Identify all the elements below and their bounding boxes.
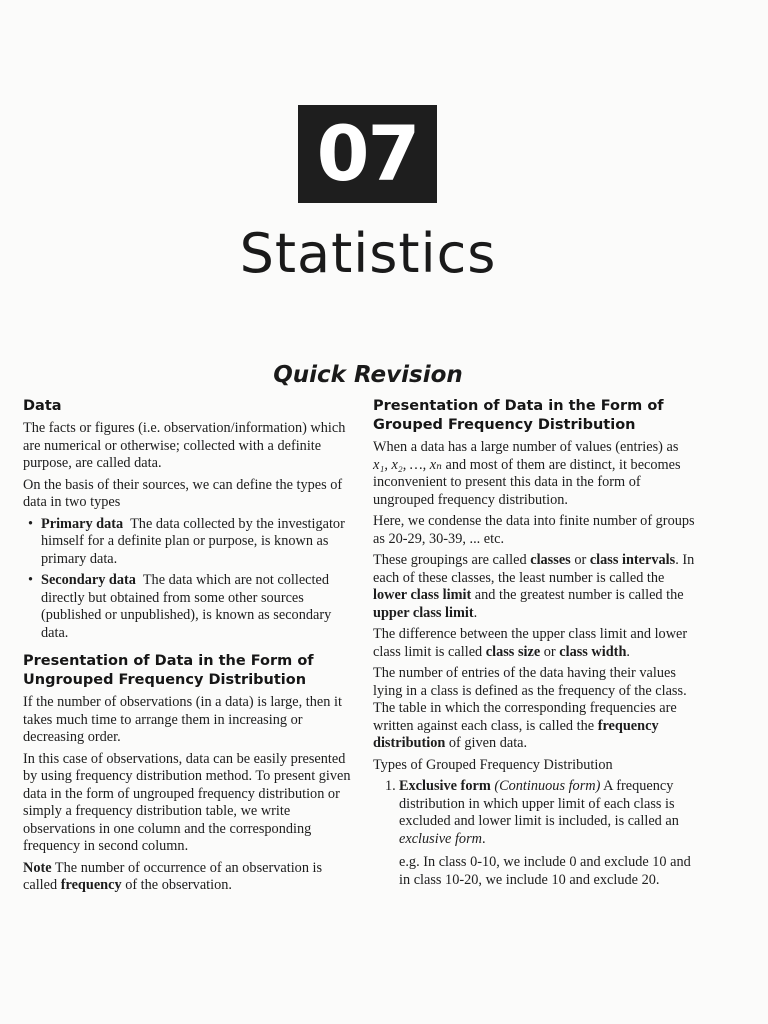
secondary-data-text: The data which are not collected directly but obtained from some other sources (published or unpublished), is known as secondary data. [41, 572, 332, 641]
bullet-icon: • [28, 572, 34, 588]
data-heading: Data [23, 398, 62, 414]
text-run: A frequency distribution in which upper limit of each class is excluded and lower limit is included, is called an [399, 778, 679, 829]
text-run: and the greatest number is called the [474, 587, 684, 603]
grouped-paragraph-2: Here, we condense the data into finite number of groups as 20-29, 30-39, ... etc. [373, 513, 695, 547]
bullet-icon: • [28, 515, 34, 532]
left-column [23, 397, 355, 899]
variables-sequence: x₁, x₂, …, xₙ [373, 456, 442, 473]
note-label: Note [23, 859, 52, 876]
list-item-exclusive-form [373, 778, 695, 848]
primary-data-term: Primary data [41, 515, 124, 532]
list-item-secondary [23, 572, 355, 642]
ungrouped-paragraph-1: If the number of observations (in a data) is large, then it takes much time to arrange them in increasing or decreasing order. [23, 694, 342, 745]
note-term: frequency [60, 877, 122, 893]
item-number: 1. [385, 778, 396, 794]
term-lower-class-limit: lower class limit [373, 587, 472, 603]
text-run: or [574, 552, 587, 568]
primary-data-text: The data collected by the investigator himself for a definite plan or purpose, is known as primary data. [41, 515, 345, 567]
chapter-number-badge [298, 105, 437, 203]
text-run: . In each of these classes, the least number is called the [373, 552, 695, 586]
example-paragraph: e.g. In class 0-10, we include 0 and exclude 10 and in class 10-20, we include 10 and exclude 20. [399, 854, 691, 888]
ungrouped-paragraph-2: In this case of observations, data can be easily presented by using frequency distribution method. To present given data in the form of ungrouped frequency distribution or simply a frequency distribution table, we write observations in one column and the corresponding frequency in second column. [23, 750, 351, 854]
note-paragraph [23, 860, 355, 895]
exclusive-form-italic: exclusive form [399, 830, 482, 847]
text-run: . [626, 643, 630, 660]
grouped-paragraph-5 [373, 665, 695, 753]
note-text-b: of the observation. [125, 877, 232, 893]
text-run: . [473, 604, 478, 621]
continuous-form-note: (Continuous form) [494, 778, 601, 794]
term-frequency-distribution: frequency distribution [373, 717, 659, 751]
data-types-intro: On the basis of their sources, we can define the types of data in two types [23, 476, 343, 510]
text-run: These groupings are called [373, 552, 527, 568]
text-run: or [543, 643, 556, 660]
chapter-number: 07 [316, 109, 419, 198]
grouped-paragraph-4 [373, 626, 695, 661]
text-run: of given data. [448, 735, 528, 751]
term-class-width: class width [559, 643, 627, 660]
text-run: The difference between the upper class limit and lower class limit is called [373, 626, 688, 660]
chapter-title: Statistics [239, 222, 497, 285]
term-upper-class-limit: upper class limit [373, 604, 474, 621]
data-types-list [23, 516, 355, 643]
types-line: Types of Grouped Frequency Distribution [373, 756, 613, 773]
data-definition: The facts or figures (i.e. observation/information) which are numerical or otherwise; collected with a definite purpose, are called data. [23, 420, 346, 471]
secondary-data-term: Secondary data [41, 572, 136, 588]
text-run: The number of entries of the data having their values lying in a class is defined as the frequency of the class. The table in which the corresponding frequencies are written against each class, is called the [373, 665, 687, 734]
term-classes: classes [530, 552, 571, 568]
grouped-heading: Presentation of Data in the Form of Grouped Frequency Distribution [373, 398, 664, 433]
quick-revision-heading: Quick Revision [273, 362, 463, 388]
grouped-paragraph-3 [373, 552, 695, 622]
note-text-a: The number of occurrence of an observation is called [23, 859, 323, 893]
text-run: . [481, 830, 486, 847]
right-column [373, 397, 695, 893]
list-item-primary [23, 516, 355, 569]
text-run: and most of them are distinct, it becomes inconvenient to present this data in the form of ungrouped frequency distribution. [373, 456, 681, 508]
term-class-intervals: class intervals [589, 552, 676, 568]
term-class-size: class size [485, 643, 541, 660]
term-exclusive-form: Exclusive form [399, 778, 491, 794]
ungrouped-heading: Presentation of Data in the Form of Ungrouped Frequency Distribution [23, 653, 314, 688]
text-run: When a data has a large number of values (entries) as [373, 439, 679, 455]
grouped-paragraph-1 [373, 439, 695, 509]
